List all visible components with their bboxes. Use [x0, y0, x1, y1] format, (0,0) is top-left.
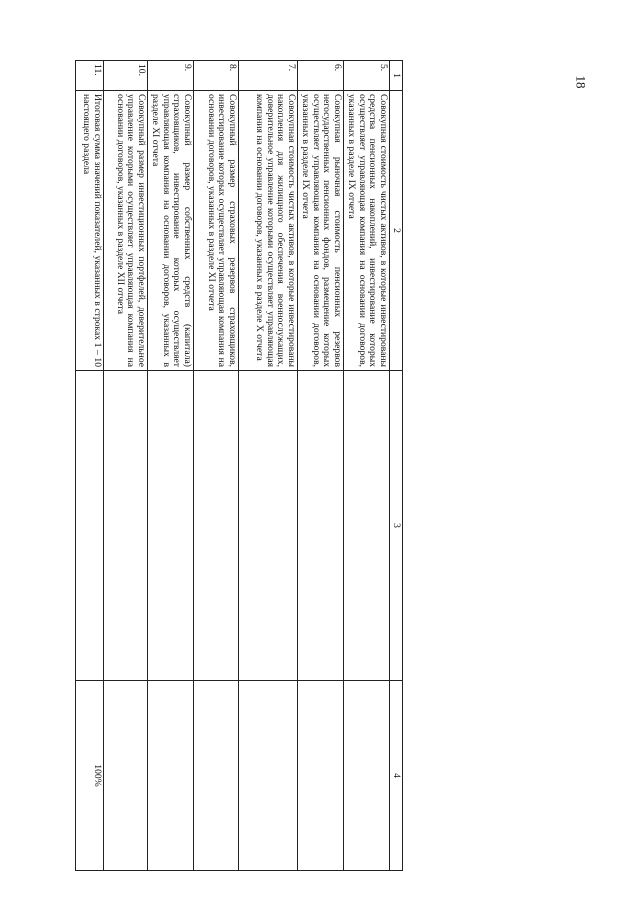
table-row — [298, 61, 344, 871]
header-cell-1: 1 — [390, 61, 403, 91]
row-col4-value — [104, 681, 148, 871]
row-description: Совокупная стоимость чистых активов, в которые инвестированы средства пенсионных накоплений, инвестирование которых осуществляет управляющая компания на основании договоров, указанных в разделе IX отчета — [344, 91, 390, 371]
row-col3-value — [344, 371, 390, 681]
page-number: 18 — [573, 75, 589, 89]
row-number: 9. — [148, 61, 194, 91]
table-row — [76, 61, 104, 871]
row-description: Совокупный размер инвестиционных портфелей, доверительное управление которыми осуществляет управляющая компания на основании договоров, указанных в разделе XII отчета — [104, 91, 148, 371]
row-col4-value — [148, 681, 194, 871]
row-number: 10. — [104, 61, 148, 91]
row-col3-value — [194, 371, 239, 681]
row-description: Итоговая сумма значений показателей, указанных в строках 1 – 10 настоящего раздела — [76, 91, 104, 371]
row-col3-value — [239, 371, 298, 681]
row-col3-value — [298, 371, 344, 681]
row-description: Совокупный размер страховых резервов страховщиков, инвестирование которых осуществляет управляющая компания на основании договоров, указанных в разделе XI отчета — [194, 91, 239, 371]
table-row — [344, 61, 390, 871]
row-col3-value — [148, 371, 194, 681]
table-header-row — [390, 61, 403, 871]
table-row — [194, 61, 239, 871]
report-table — [75, 60, 403, 871]
row-col4-value: 100% — [76, 681, 104, 871]
table-row — [104, 61, 148, 871]
row-number: 6. — [298, 61, 344, 91]
header-cell-4: 4 — [390, 681, 403, 871]
row-number: 11. — [76, 61, 104, 91]
row-col3-value — [104, 371, 148, 681]
row-number: 5. — [344, 61, 390, 91]
row-description: Совокупная рыночная стоимость пенсионных резервов негосударственных пенсионных фондов, размещение которых осуществляет управляющая компания на основании договоров, указанных в разделе IX отчета — [298, 91, 344, 371]
row-col3-value — [76, 371, 104, 681]
row-number: 7. — [239, 61, 298, 91]
row-col4-value — [298, 681, 344, 871]
table-row — [239, 61, 298, 871]
row-description: Совокупная стоимость чистых активов, в которые инвестированы накопления для жилищного обеспечения военнослужащих, доверительное управление которыми осуществляет управляющая компания на основании договоров, указанных в разделе X отчета — [239, 91, 298, 371]
row-col4-value — [344, 681, 390, 871]
table-row — [148, 61, 194, 871]
row-col4-value — [194, 681, 239, 871]
row-description: Совокупный размер собственных средств (капитала) страховщиков, инвестирование которых осуществляет управляющая компания на основании договоров, указанных в разделе XI отчета — [148, 91, 194, 371]
row-number: 8. — [194, 61, 239, 91]
header-cell-3: 3 — [390, 371, 403, 681]
header-cell-2: 2 — [390, 91, 403, 371]
table-container — [81, 60, 403, 870]
row-col4-value — [239, 681, 298, 871]
